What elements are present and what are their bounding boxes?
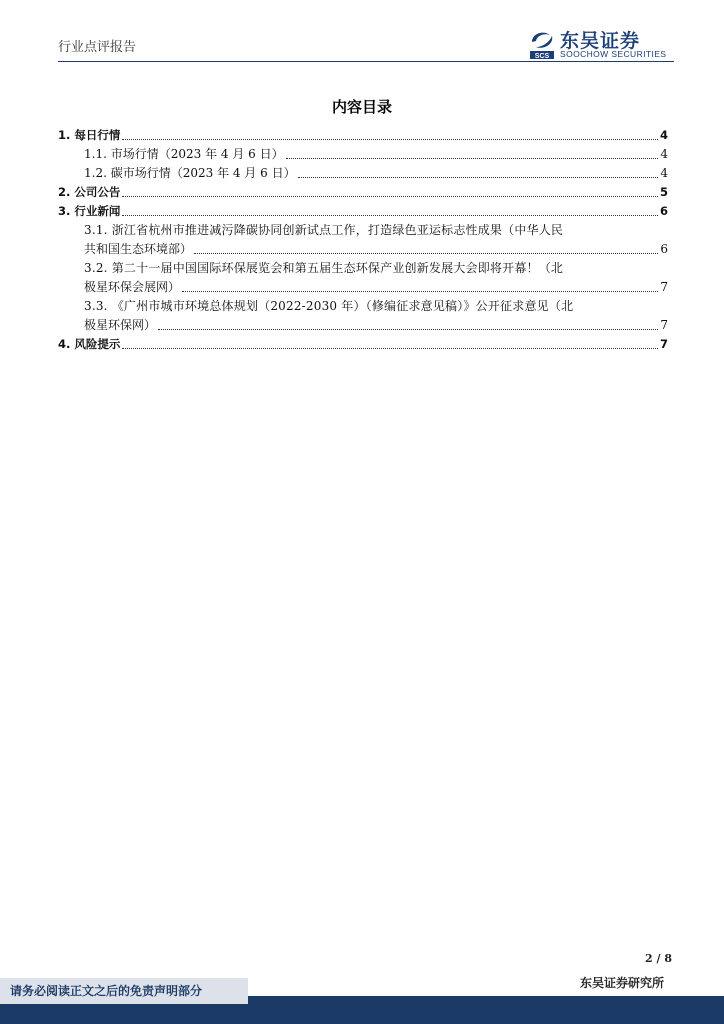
toc-entry-label: 1.2. 碳市场行情（2023 年 4 月 6 日） bbox=[84, 166, 296, 180]
disclaimer-notice: 请务必阅读正文之后的免责声明部分 bbox=[0, 978, 248, 1004]
svg-text:SCS: SCS bbox=[534, 53, 550, 60]
report-type-label: 行业点评报告 bbox=[58, 40, 137, 55]
toc-entry-3-2[interactable] bbox=[58, 259, 668, 297]
dot-leader bbox=[122, 196, 658, 197]
toc-entry-label: 1. 每日行情 bbox=[58, 128, 121, 142]
toc-page-number: 6 bbox=[660, 242, 668, 256]
research-institute-name: 东吴证券研究所 bbox=[579, 976, 664, 990]
toc-entry-label: 1.1. 市场行情（2023 年 4 月 6 日） bbox=[84, 147, 284, 161]
soochow-logo bbox=[528, 26, 678, 62]
dot-leader bbox=[158, 329, 658, 330]
toc-entry-1-2[interactable] bbox=[58, 164, 668, 183]
logo-english-name: SOOCHOW SECURITIES bbox=[560, 49, 667, 59]
dot-leader bbox=[122, 139, 658, 140]
toc-entry-label-line1: 3.1. 浙江省杭州市推进减污降碳协同创新试点工作，打造绿色亚运标志性成果（中华人民 bbox=[84, 223, 564, 237]
toc-entry-1[interactable] bbox=[58, 126, 668, 145]
toc-page-number: 7 bbox=[659, 337, 668, 351]
dot-leader bbox=[182, 291, 658, 292]
toc-entry-label-line1: 3.3. 《广州市城市环境总体规划（2022-2030 年）（修编征求意见稿）》公开征求意见（北 bbox=[84, 299, 574, 313]
toc-entry-label: 3. 行业新闻 bbox=[58, 204, 121, 218]
toc-entry-3[interactable] bbox=[58, 202, 668, 221]
toc-entry-3-3[interactable] bbox=[58, 297, 668, 335]
toc-entry-3-1[interactable] bbox=[58, 221, 668, 259]
soochow-logo-icon bbox=[528, 28, 556, 60]
toc-entry-label-line2: 极星环保网） bbox=[84, 318, 157, 332]
toc-page-number: 7 bbox=[660, 280, 668, 294]
page-number: 2 / 8 bbox=[645, 952, 672, 965]
toc-entry-1-1[interactable] bbox=[58, 145, 668, 164]
dot-leader bbox=[122, 348, 658, 349]
toc-entry-2[interactable] bbox=[58, 183, 668, 202]
toc-entry-4[interactable] bbox=[58, 335, 668, 354]
toc-entry-label: 2. 公司公告 bbox=[58, 185, 121, 199]
toc-page-number: 6 bbox=[659, 204, 668, 218]
header-divider bbox=[58, 61, 674, 62]
logo-chinese-name: 东吴证券 bbox=[560, 30, 641, 52]
toc-entry-label-line1: 3.2. 第二十一届中国国际环保展览会和第五届生态环保产业创新发展大会即将开幕！（北 bbox=[84, 261, 564, 275]
toc-entry-label-line2: 极星环保会展网） bbox=[84, 280, 181, 294]
dot-leader bbox=[298, 177, 659, 178]
toc-page-number: 4 bbox=[659, 128, 668, 142]
toc-page-number: 4 bbox=[660, 166, 668, 180]
toc-page-number: 5 bbox=[659, 185, 668, 199]
toc-page-number: 7 bbox=[660, 318, 668, 332]
dot-leader bbox=[122, 215, 658, 216]
dot-leader bbox=[286, 158, 659, 159]
toc-entry-label: 4. 风险提示 bbox=[58, 337, 121, 351]
toc-page-number: 4 bbox=[660, 147, 668, 161]
dot-leader bbox=[194, 253, 658, 254]
table-of-contents bbox=[58, 126, 668, 354]
toc-title: 内容目录 bbox=[331, 98, 392, 116]
toc-entry-label-line2: 共和国生态环境部） bbox=[84, 242, 193, 256]
